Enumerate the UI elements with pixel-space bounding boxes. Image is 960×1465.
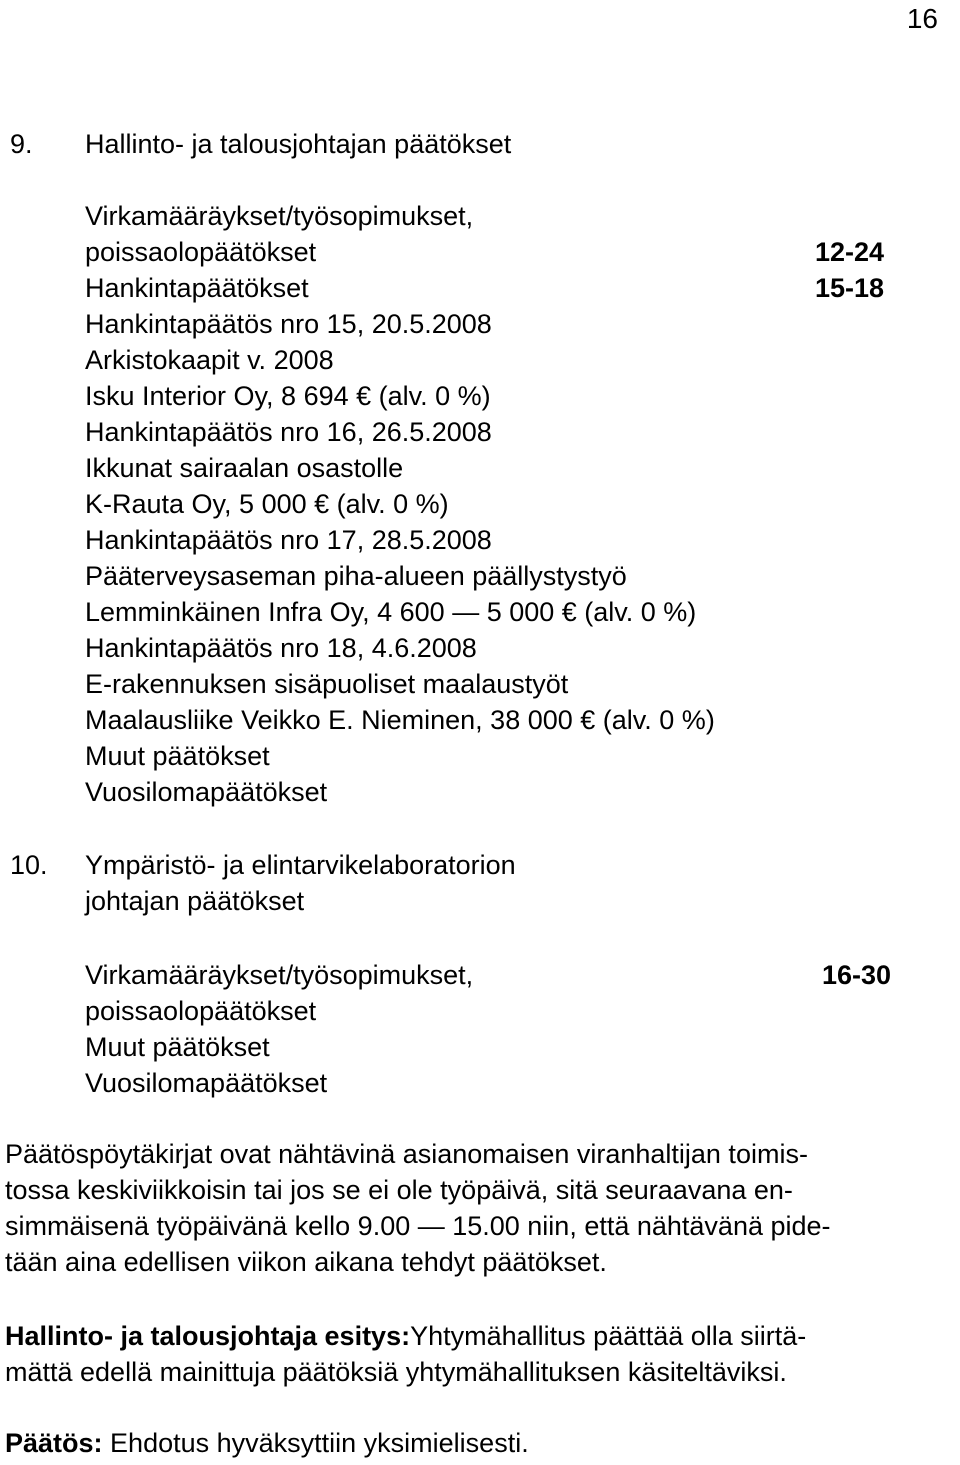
section-9-line: Hankintapäätös nro 17, 28.5.2008 <box>85 525 492 555</box>
section-9-line: Isku Interior Oy, 8 694 € (alv. 0 %) <box>85 381 491 411</box>
notice-line: tään aina edellisen viikon aikana tehdyt päätökset. <box>5 1247 607 1277</box>
page-reference: 16-30 <box>822 960 892 990</box>
section-9-line: Maalausliike Veikko E. Nieminen, 38 000 € (alv. 0 %) <box>85 705 715 735</box>
section-9-line: Ikkunat sairaalan osastolle <box>85 453 404 483</box>
section-9-line: E-rakennuksen sisäpuoliset maalaustyöt <box>85 669 569 699</box>
section-10-title: johtajan päätökset <box>85 886 305 916</box>
proposal-line: mättä edellä mainittuja päätöksiä yhtymähallituksen käsiteltäviksi. <box>5 1357 787 1387</box>
section-10-line: poissaolopäätökset <box>85 996 317 1026</box>
section-9-title: Hallinto- ja talousjohtajan päätökset <box>85 129 512 159</box>
section-9-line: Hankintapäätös nro 15, 20.5.2008 <box>85 309 492 339</box>
page-number: 16 <box>906 3 938 34</box>
section-9-line: poissaolopäätökset <box>85 237 317 267</box>
section-9-line: Hankintapäätökset <box>85 273 309 303</box>
section-9-line: Hankintapäätös nro 16, 26.5.2008 <box>85 417 492 447</box>
section-9-line: K-Rauta Oy, 5 000 € (alv. 0 %) <box>85 489 449 519</box>
notice-line: tossa keskiviikkoisin tai jos se ei ole työpäivä, sitä seuraavana en- <box>5 1175 793 1205</box>
section-9-number: 9. <box>10 129 33 159</box>
page-reference: 15-18 <box>815 273 885 303</box>
proposal-text: Yhtymähallitus päättää olla siirtä- <box>410 1321 807 1351</box>
decision-paragraph <box>5 1425 935 1461</box>
section-9-line: Virkamääräykset/työsopimukset, <box>85 201 474 231</box>
proposal-paragraph <box>5 1318 935 1390</box>
section-10-number: 10. <box>10 850 48 880</box>
section-9-line: Pääterveysaseman piha-alueen päällystystyö <box>85 561 627 591</box>
section-9-line: Vuosilomapäätökset <box>85 777 328 807</box>
decision-line <box>5 1425 935 1461</box>
section-10-line: Virkamääräykset/työsopimukset, <box>85 960 474 990</box>
section-9-line: Arkistokaapit v. 2008 <box>85 345 334 375</box>
section-10-line: Vuosilomapäätökset <box>85 1068 328 1098</box>
notice-paragraph <box>5 1136 935 1280</box>
proposal-line <box>5 1318 935 1354</box>
page-reference: 12-24 <box>815 237 885 267</box>
proposal-label: Hallinto- ja talousjohtaja esitys: <box>5 1321 411 1351</box>
notice-line: Päätöspöytäkirjat ovat nähtävinä asianomaisen viranhaltijan toimis- <box>5 1139 808 1169</box>
section-9-line: Hankintapäätös nro 18, 4.6.2008 <box>85 633 477 663</box>
section-10-line: Muut päätökset <box>85 1032 270 1062</box>
section-9-line: Lemminkäinen Infra Oy, 4 600 — 5 000 € (alv. 0 %) <box>85 597 697 627</box>
section-10-title: Ympäristö- ja elintarvikelaboratorion <box>85 850 516 880</box>
section-9-line: Muut päätökset <box>85 741 270 771</box>
decision-label: Päätös: <box>5 1428 103 1458</box>
notice-line: simmäisenä työpäivänä kello 9.00 — 15.00 niin, että nähtävänä pide- <box>5 1211 831 1241</box>
decision-text: Ehdotus hyväksyttiin yksimielisesti. <box>102 1428 529 1458</box>
